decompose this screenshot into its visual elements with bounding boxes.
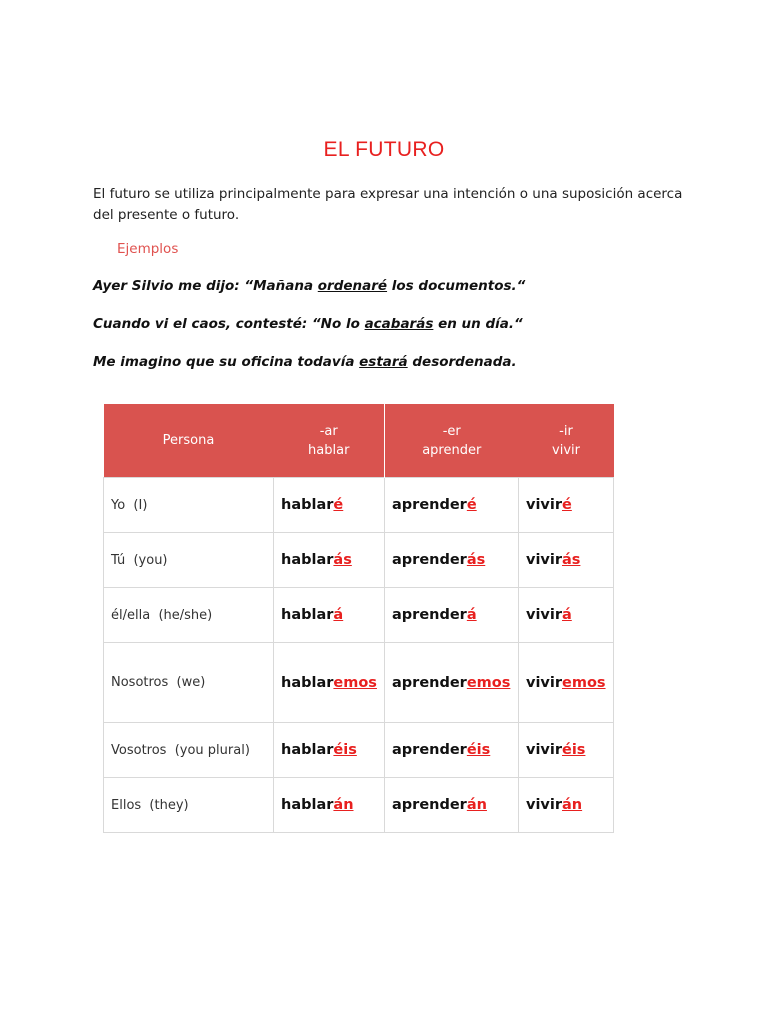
stem: hablar xyxy=(281,797,334,813)
example-sentence-2 xyxy=(93,316,523,332)
stem: hablar xyxy=(281,607,334,623)
ending: án xyxy=(466,797,487,813)
table-row xyxy=(104,478,614,533)
example-verb: acabarás xyxy=(364,316,434,332)
person-cell: Ellos (they) xyxy=(104,778,274,833)
header-ending: -ir xyxy=(559,423,573,439)
stem: hablar xyxy=(281,742,334,758)
ar-form-cell xyxy=(274,723,385,778)
ir-form-cell xyxy=(519,588,614,643)
stem: aprender xyxy=(392,552,467,568)
person-cell: Tú (you) xyxy=(104,533,274,588)
ir-form-cell xyxy=(519,478,614,533)
stem: vivir xyxy=(526,497,562,513)
stem: aprender xyxy=(392,742,467,758)
person-cell: él/ella (he/she) xyxy=(104,588,274,643)
table-row xyxy=(104,533,614,588)
ending: ás xyxy=(333,552,352,568)
example-sentence-3 xyxy=(93,354,517,370)
example-text: Me imagino que su oficina todavía xyxy=(93,354,360,370)
table-row xyxy=(104,588,614,643)
stem: vivir xyxy=(526,607,562,623)
er-form-cell xyxy=(385,723,519,778)
ending: ás xyxy=(466,552,486,568)
ending: á xyxy=(466,607,477,623)
ending: á xyxy=(333,607,344,623)
ending: éis xyxy=(333,742,357,758)
er-form-cell xyxy=(385,643,519,723)
intro-paragraph: El futuro se utiliza principalmente para expresar una intención o una suposición acerca del presente o futuro. xyxy=(93,186,683,223)
ending: éis xyxy=(562,742,586,758)
stem: aprender xyxy=(392,497,467,513)
person-cell: Vosotros (you plural) xyxy=(104,723,274,778)
ar-form-cell xyxy=(274,478,385,533)
ar-form-cell xyxy=(274,643,385,723)
header-verb: vivir xyxy=(552,442,580,458)
stem: aprender xyxy=(392,797,467,813)
person-cell: Yo (I) xyxy=(104,478,274,533)
stem: hablar xyxy=(281,674,334,691)
example-text: Ayer Silvio me dijo: “Mañana xyxy=(93,278,318,294)
header-er xyxy=(385,404,519,478)
ir-form-cell xyxy=(519,533,614,588)
ending: emos xyxy=(333,674,377,691)
ending: emos xyxy=(562,674,606,691)
ar-form-cell xyxy=(274,778,385,833)
er-form-cell xyxy=(385,533,519,588)
ending: án xyxy=(333,797,354,813)
table-row xyxy=(104,643,614,723)
header-verb: aprender xyxy=(422,442,482,458)
table-row xyxy=(104,778,614,833)
ir-form-cell xyxy=(519,723,614,778)
conjugation-table xyxy=(103,404,614,833)
examples-heading: Ejemplos xyxy=(117,241,179,257)
header-ending: -ar xyxy=(319,423,338,439)
ir-form-cell xyxy=(519,643,614,723)
stem: aprender xyxy=(392,607,467,623)
stem: hablar xyxy=(281,552,334,568)
example-text: en un día.“ xyxy=(433,316,523,332)
table-header-row xyxy=(104,404,614,478)
example-sentence-1 xyxy=(93,278,525,294)
stem: vivir xyxy=(526,552,562,568)
header-ar xyxy=(274,404,385,478)
ending: é xyxy=(333,497,344,513)
example-text: Cuando vi el caos, contesté: “No lo xyxy=(93,316,365,332)
page-title: EL FUTURO xyxy=(323,138,445,161)
stem: aprender xyxy=(392,674,467,691)
ending: án xyxy=(562,797,583,813)
example-text: los documentos.“ xyxy=(387,278,526,294)
example-verb: ordenaré xyxy=(317,278,388,294)
ending: éis xyxy=(466,742,491,758)
er-form-cell xyxy=(385,588,519,643)
example-verb: estará xyxy=(359,354,408,370)
ir-form-cell xyxy=(519,778,614,833)
stem: vivir xyxy=(526,674,562,691)
header-persona xyxy=(104,404,274,478)
ar-form-cell xyxy=(274,533,385,588)
header-ir xyxy=(519,404,614,478)
ending: á xyxy=(562,607,572,623)
stem: vivir xyxy=(526,797,562,813)
header-label: Persona xyxy=(162,433,215,448)
example-text: desordenada. xyxy=(407,354,517,370)
er-form-cell xyxy=(385,778,519,833)
ending: é xyxy=(562,497,572,513)
ar-form-cell xyxy=(274,588,385,643)
stem: hablar xyxy=(281,497,334,513)
table-row xyxy=(104,723,614,778)
header-ending: -er xyxy=(442,423,461,439)
er-form-cell xyxy=(385,478,519,533)
stem: vivir xyxy=(526,742,562,758)
ending: é xyxy=(466,497,477,513)
header-verb: hablar xyxy=(308,442,350,458)
ending: ás xyxy=(562,552,581,568)
person-cell: Nosotros (we) xyxy=(104,643,274,723)
ending: emos xyxy=(466,674,511,691)
